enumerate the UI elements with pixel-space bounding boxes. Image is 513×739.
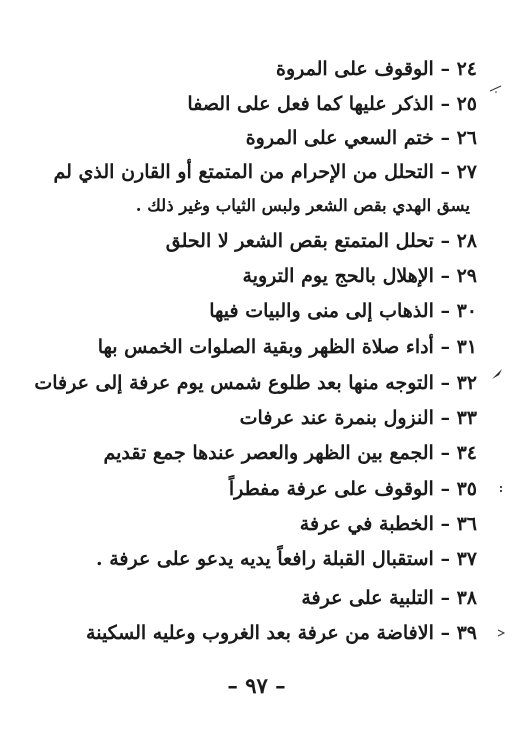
list-item-25: ٢٥ – الذكر عليها كما فعل على الصفا <box>187 93 477 115</box>
list-item-30: ٣٠ – الذهاب إلى منى والبيات فيها <box>209 300 477 322</box>
margin-mark <box>489 84 503 94</box>
margin-mark <box>490 366 504 382</box>
list-item-39: ٣٩ – الافاضة من عرفة بعد الغروب وعليه السكينة <box>86 622 477 644</box>
list-item-24: ٢٤ – الوقوف على المروة <box>276 58 477 80</box>
list-item-29: ٢٩ – الإهلال بالحج يوم التروية <box>242 265 477 287</box>
list-item-36: ٣٦ – الخطبة في عرفة <box>299 513 477 535</box>
list-item-37: ٣٧ – استقبال القبلة رافعاً يديه يدعو على عرفة . <box>95 548 477 570</box>
page-number: – ٩٧ – <box>227 673 286 698</box>
list-item-34: ٣٤ – الجمع بين الظهر والعصر عندها جمع تقديم <box>103 442 477 464</box>
list-item-33: ٣٣ – النزول بنمرة عند عرفات <box>239 407 477 429</box>
list-item-26: ٢٦ – ختم السعي على المروة <box>245 127 477 149</box>
list-item-38: ٣٨ – التلبية على عرفة <box>301 587 477 609</box>
list-item-28: ٢٨ – تحلل المتمتع بقص الشعر لا الحلق <box>165 230 477 252</box>
margin-mark <box>497 484 505 494</box>
margin-mark <box>496 628 506 638</box>
list-item-35: ٣٥ – الوقوف على عرفة مفطراً <box>228 478 477 500</box>
list-item-32: ٣٢ – التوجه منها بعد طلوع شمس يوم عرفة إلى عرفات <box>34 372 477 394</box>
list-item-27-continuation: يسق الهدي بقص الشعر ولبس الثياب وغير ذلك . <box>135 196 470 215</box>
list-item-31: ٣١ – أداء صلاة الظهر وبقية الصلوات الخمس بها <box>97 336 477 358</box>
list-item-27: ٢٧ – التحلل من الإحرام من المتمتع أو القارن الذي لم <box>53 161 477 183</box>
